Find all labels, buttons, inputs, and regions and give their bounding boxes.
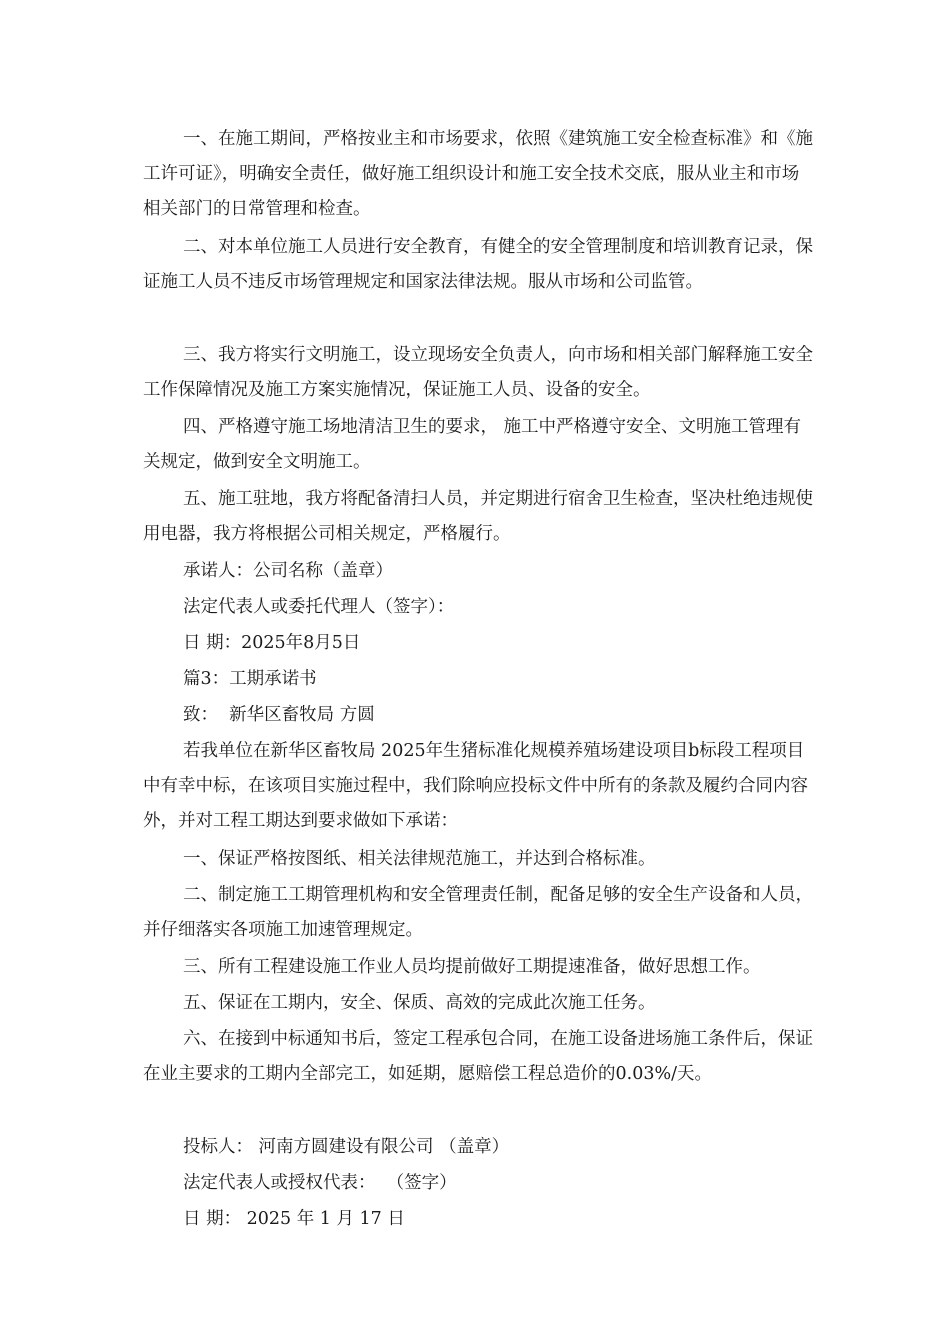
- date-line: 日 期：2025年8月5日: [183, 633, 361, 653]
- paragraph-item-5: 五、施工驻地，我方将配备清扫人员，并定期进行宿舍卫生检查，坚决杜绝违规使用电器，我方将根据公司相关规定，严格履行。: [143, 489, 813, 544]
- paragraph-item-4: 四、严格遵守施工场地清洁卫生的要求， 施工中严格遵守安全、文明施工管理有关规定，做到安全文明施工。: [143, 417, 802, 472]
- addressee-line: 致： 新华区畜牧局 方圆: [183, 705, 375, 725]
- paragraph-item-3: 三、我方将实行文明施工，设立现场安全负责人，向市场和相关部门解释施工安全工作保障情况及施工方案实施情况，保证施工人员、设备的安全。: [143, 345, 813, 400]
- intro-paragraph: 若我单位在新华区畜牧局 2025年生猪标准化规模养殖场建设项目b标段工程项目中有幸中标，在该项目实施过程中，我们除响应投标文件中所有的条款及履约合同内容外，并对工程工期达到要求做如下承诺：: [143, 741, 808, 831]
- legal-rep-line: 法定代表人或委托代理人（签字）：: [183, 597, 455, 617]
- commitment-item-3: 三、所有工程建设施工作业人员均提前做好工期提速准备，做好思想工作。: [183, 957, 761, 977]
- commitment-item-1: 一、保证严格按图纸、相关法律规范施工，并达到合格标准。: [183, 849, 656, 869]
- paragraph-item-2: 二、对本单位施工人员进行安全教育，有健全的安全管理制度和培训教育记录，保证施工人员不违反市场管理规定和国家法律法规。服从市场和公司监管。: [143, 237, 813, 292]
- paragraph-item-1: 一、在施工期间，严格按业主和市场要求，依照《建筑施工安全检查标准》和《施工许可证》，明确安全责任，做好施工组织设计和施工安全技术交底，服从业主和市场相关部门的日常管理和检查。: [143, 129, 813, 219]
- bidder-line: 投标人： 河南方圆建设有限公司 （盖章）: [183, 1137, 510, 1157]
- promiser-line: 承诺人：公司名称（盖章）: [183, 561, 393, 581]
- authorized-rep-line: 法定代表人或授权代表： （签字）: [183, 1173, 457, 1193]
- commitment-item-6: 六、在接到中标通知书后，签定工程承包合同，在施工设备进场施工条件后，保证在业主要求的工期内全部完工，如延期，愿赔偿工程总造价的0.03%/天。: [143, 1029, 813, 1084]
- section-heading: 篇3：工期承诺书: [183, 669, 317, 689]
- commitment-item-2: 二、制定施工工期管理机构和安全管理责任制，配备足够的安全生产设备和人员，并仔细落实各项施工加速管理规定。: [143, 885, 813, 940]
- bid-date-line: 日 期： 2025 年 1 月 17 日: [183, 1209, 405, 1229]
- commitment-item-5: 五、保证在工期内，安全、保质、高效的完成此次施工任务。: [183, 993, 656, 1013]
